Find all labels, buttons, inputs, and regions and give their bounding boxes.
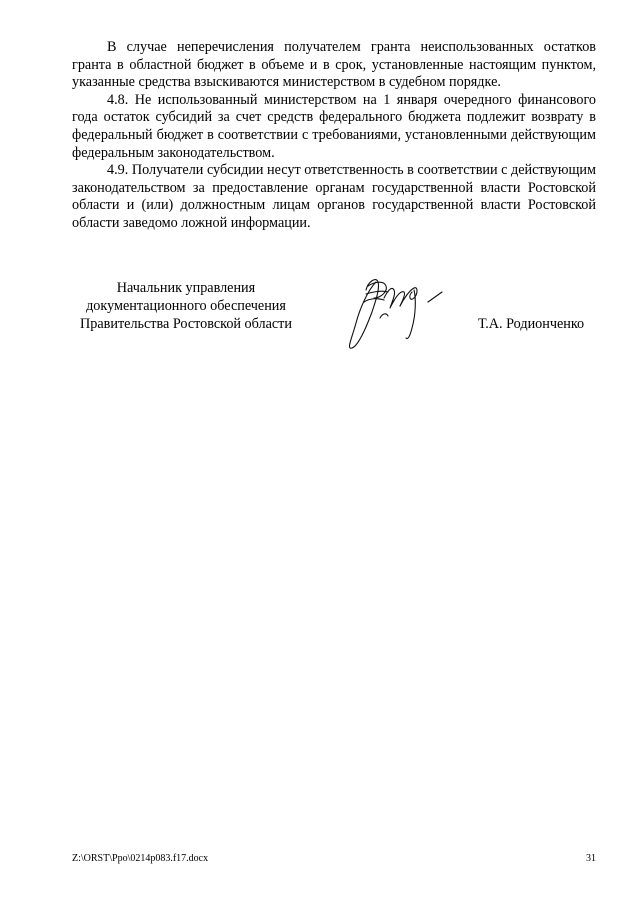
footer-file-path: Z:\ORST\Ppo\0214p083.f17.docx [72, 853, 209, 864]
paragraph-4-9: 4.9. Получатели субсидии несут ответственность в соответствии с действующим законодательством за предоставление органам государственной власти Ростовской области и (или) должностным лицам органов государственной власти Ростовской области заведомо ложной информации. [72, 162, 596, 231]
paragraph-4-8: 4.8. Не использованный министерством на 1 января очередного финансового года остаток субсидий за счет средств федерального бюджета подлежит возврату в федеральный бюджет в соответствии с требованиями, установленными действующим федеральным законодательством. [72, 91, 596, 161]
signer-name: Т.А. Родионченко [478, 316, 585, 332]
page-number: 31 [586, 853, 596, 864]
document-body [72, 39, 596, 233]
handwritten-signature [338, 268, 458, 354]
position-line: Начальник управления [116, 280, 256, 296]
paragraph-grant-return: В случае неперечисления получателем гранта неиспользованных остатков гранта в областной бюджет в объеме и в срок, установленные настоящим пунктом, указанные средства взыскиваются министерством в судебном порядке. [72, 39, 596, 91]
signer-position [66, 280, 306, 333]
position-line: документационного обеспечения [86, 297, 286, 314]
position-line: Правительства Ростовской области [80, 315, 292, 332]
